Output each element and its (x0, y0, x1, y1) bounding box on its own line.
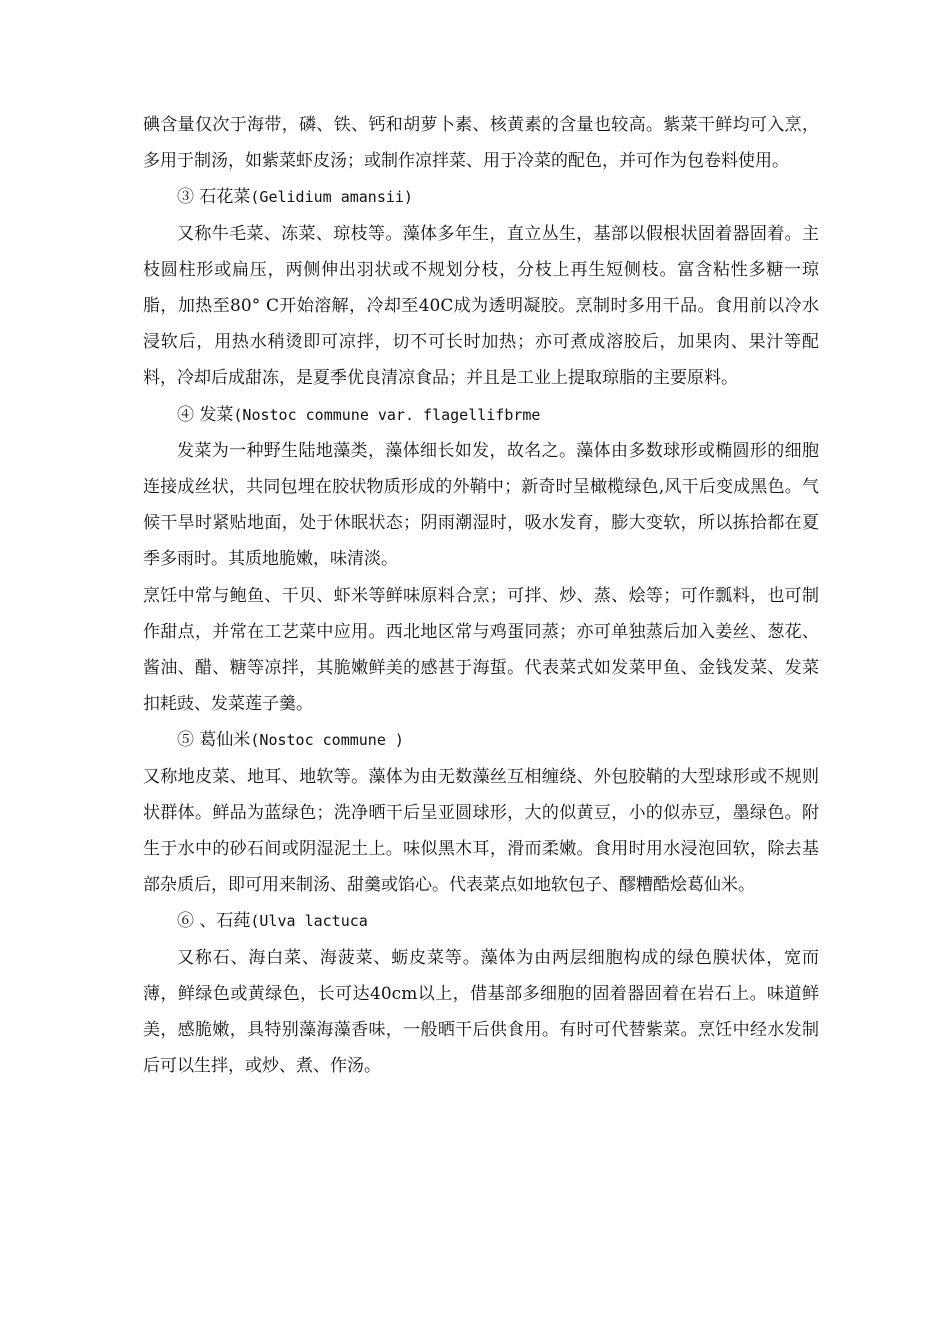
heading-number: ③ (177, 187, 194, 208)
heading-name: 葛仙米 (199, 730, 251, 751)
paragraph-ulva: 又称石、海白菜、海菠菜、蛎皮菜等。藻体为由两层细胞构成的绿色膜状体，宽而薄，鲜绿色或黄绿色，长可达40cm以上，借基部多细胞的固着器固着在岩石上。味道鲜美，感脆嫩，具特别藻海藻香味，一般晒干后供食用。有时可代替紫菜。烹饪中经水发制后可以生拌，或炒、煮、作汤。 (143, 947, 819, 1077)
heading-nostoc-flagelliforme (143, 397, 819, 433)
document-page (143, 107, 819, 1084)
heading-number: ④ (177, 404, 194, 425)
heading-ulva (143, 903, 819, 939)
heading-nostoc-commune (143, 722, 819, 758)
paragraph-gelidium: 又称牛毛菜、冻菜、琼枝等。藻体多年生，直立丛生，基部以假根状固着器固着。主枝圆柱形或扁压，两侧伸出羽状或不规划分枝，分枝上再生短侧枝。富含粘性多糖一琼脂，加热至80° C开始溶解，冷却至40C成为透明凝胶。烹制时多用干品。食用前以冷水浸软后，用热水稍烫即可凉拌，切不可长时加热；亦可煮成溶胶后，加果肉、果汁等配料，冷却后成甜冻，是夏季优良清凉食品；并且是工业上提取琼脂的主要原料。 (143, 223, 819, 389)
paragraph-gexianmi: 又称地皮菜、地耳、地软等。藻体为由无数藻丝互相缠绕、外包胶鞘的大型球形或不规则状群体。鲜品为蓝绿色；洗净晒干后呈亚圆球形，大的似黄豆，小的似赤豆，墨绿色。附生于水中的砂石间或阴湿泥土上。味似黑木耳，滑而柔嫩。食用时用水浸泡回软，除去基部杂质后，即可用来制汤、甜羹或馅心。代表菜点如地软包子、醪糟酷烩葛仙米。 (143, 766, 819, 896)
heading-latin: (Ulva lactuca (250, 912, 368, 931)
paragraph-nori-continued: 碘含量仅次于海带，磷、铁、钙和胡萝卜素、核黄素的含量也较高。紫菜干鲜均可入烹，多用于制汤，如紫菜虾皮汤；或制作凉拌菜、用于冷菜的配色，并可作为包卷料使用。 (143, 115, 819, 172)
heading-latin: (Nostoc commune ) (250, 731, 404, 750)
heading-latin: (Nostoc commune var. flagellifbrme (233, 405, 541, 424)
heading-name: 、石莼 (199, 911, 251, 932)
heading-number: ⑤ (177, 730, 194, 751)
heading-latin: (Gelidium amansii) (250, 188, 413, 207)
heading-gelidium (143, 179, 819, 215)
heading-name: 石花菜 (199, 187, 251, 208)
heading-number: ⑥ (177, 911, 194, 932)
paragraph-facai-description: 发菜为一种野生陆地藻类，藻体细长如发，故名之。藻体由多数球形或椭圆形的细胞连接成丝状，共同包埋在胶状物质形成的外鞘中；新奇时呈橄榄绿色,风干后变成黑色。气候干旱时紧贴地面，处于休眠状态；阴雨潮湿时，吸水发育，膨大变软，所以拣拾都在夏季多雨时。其质地脆嫩，味清淡。 (143, 440, 819, 570)
paragraph-facai-cooking: 烹饪中常与鲍鱼、干贝、虾米等鲜味原料合烹；可拌、炒、蒸、烩等；可作瓢料，也可制作甜点，并常在工艺菜中应用。西北地区常与鸡蛋同蒸；亦可单独蒸后加入姜丝、葱花、酱油、醋、糖等凉拌，其脆嫩鲜美的感甚于海蜇。代表菜式如发菜甲鱼、金钱发菜、发菜扣耗豉、发菜莲子羹。 (143, 585, 819, 715)
heading-name: 发菜 (199, 404, 234, 425)
